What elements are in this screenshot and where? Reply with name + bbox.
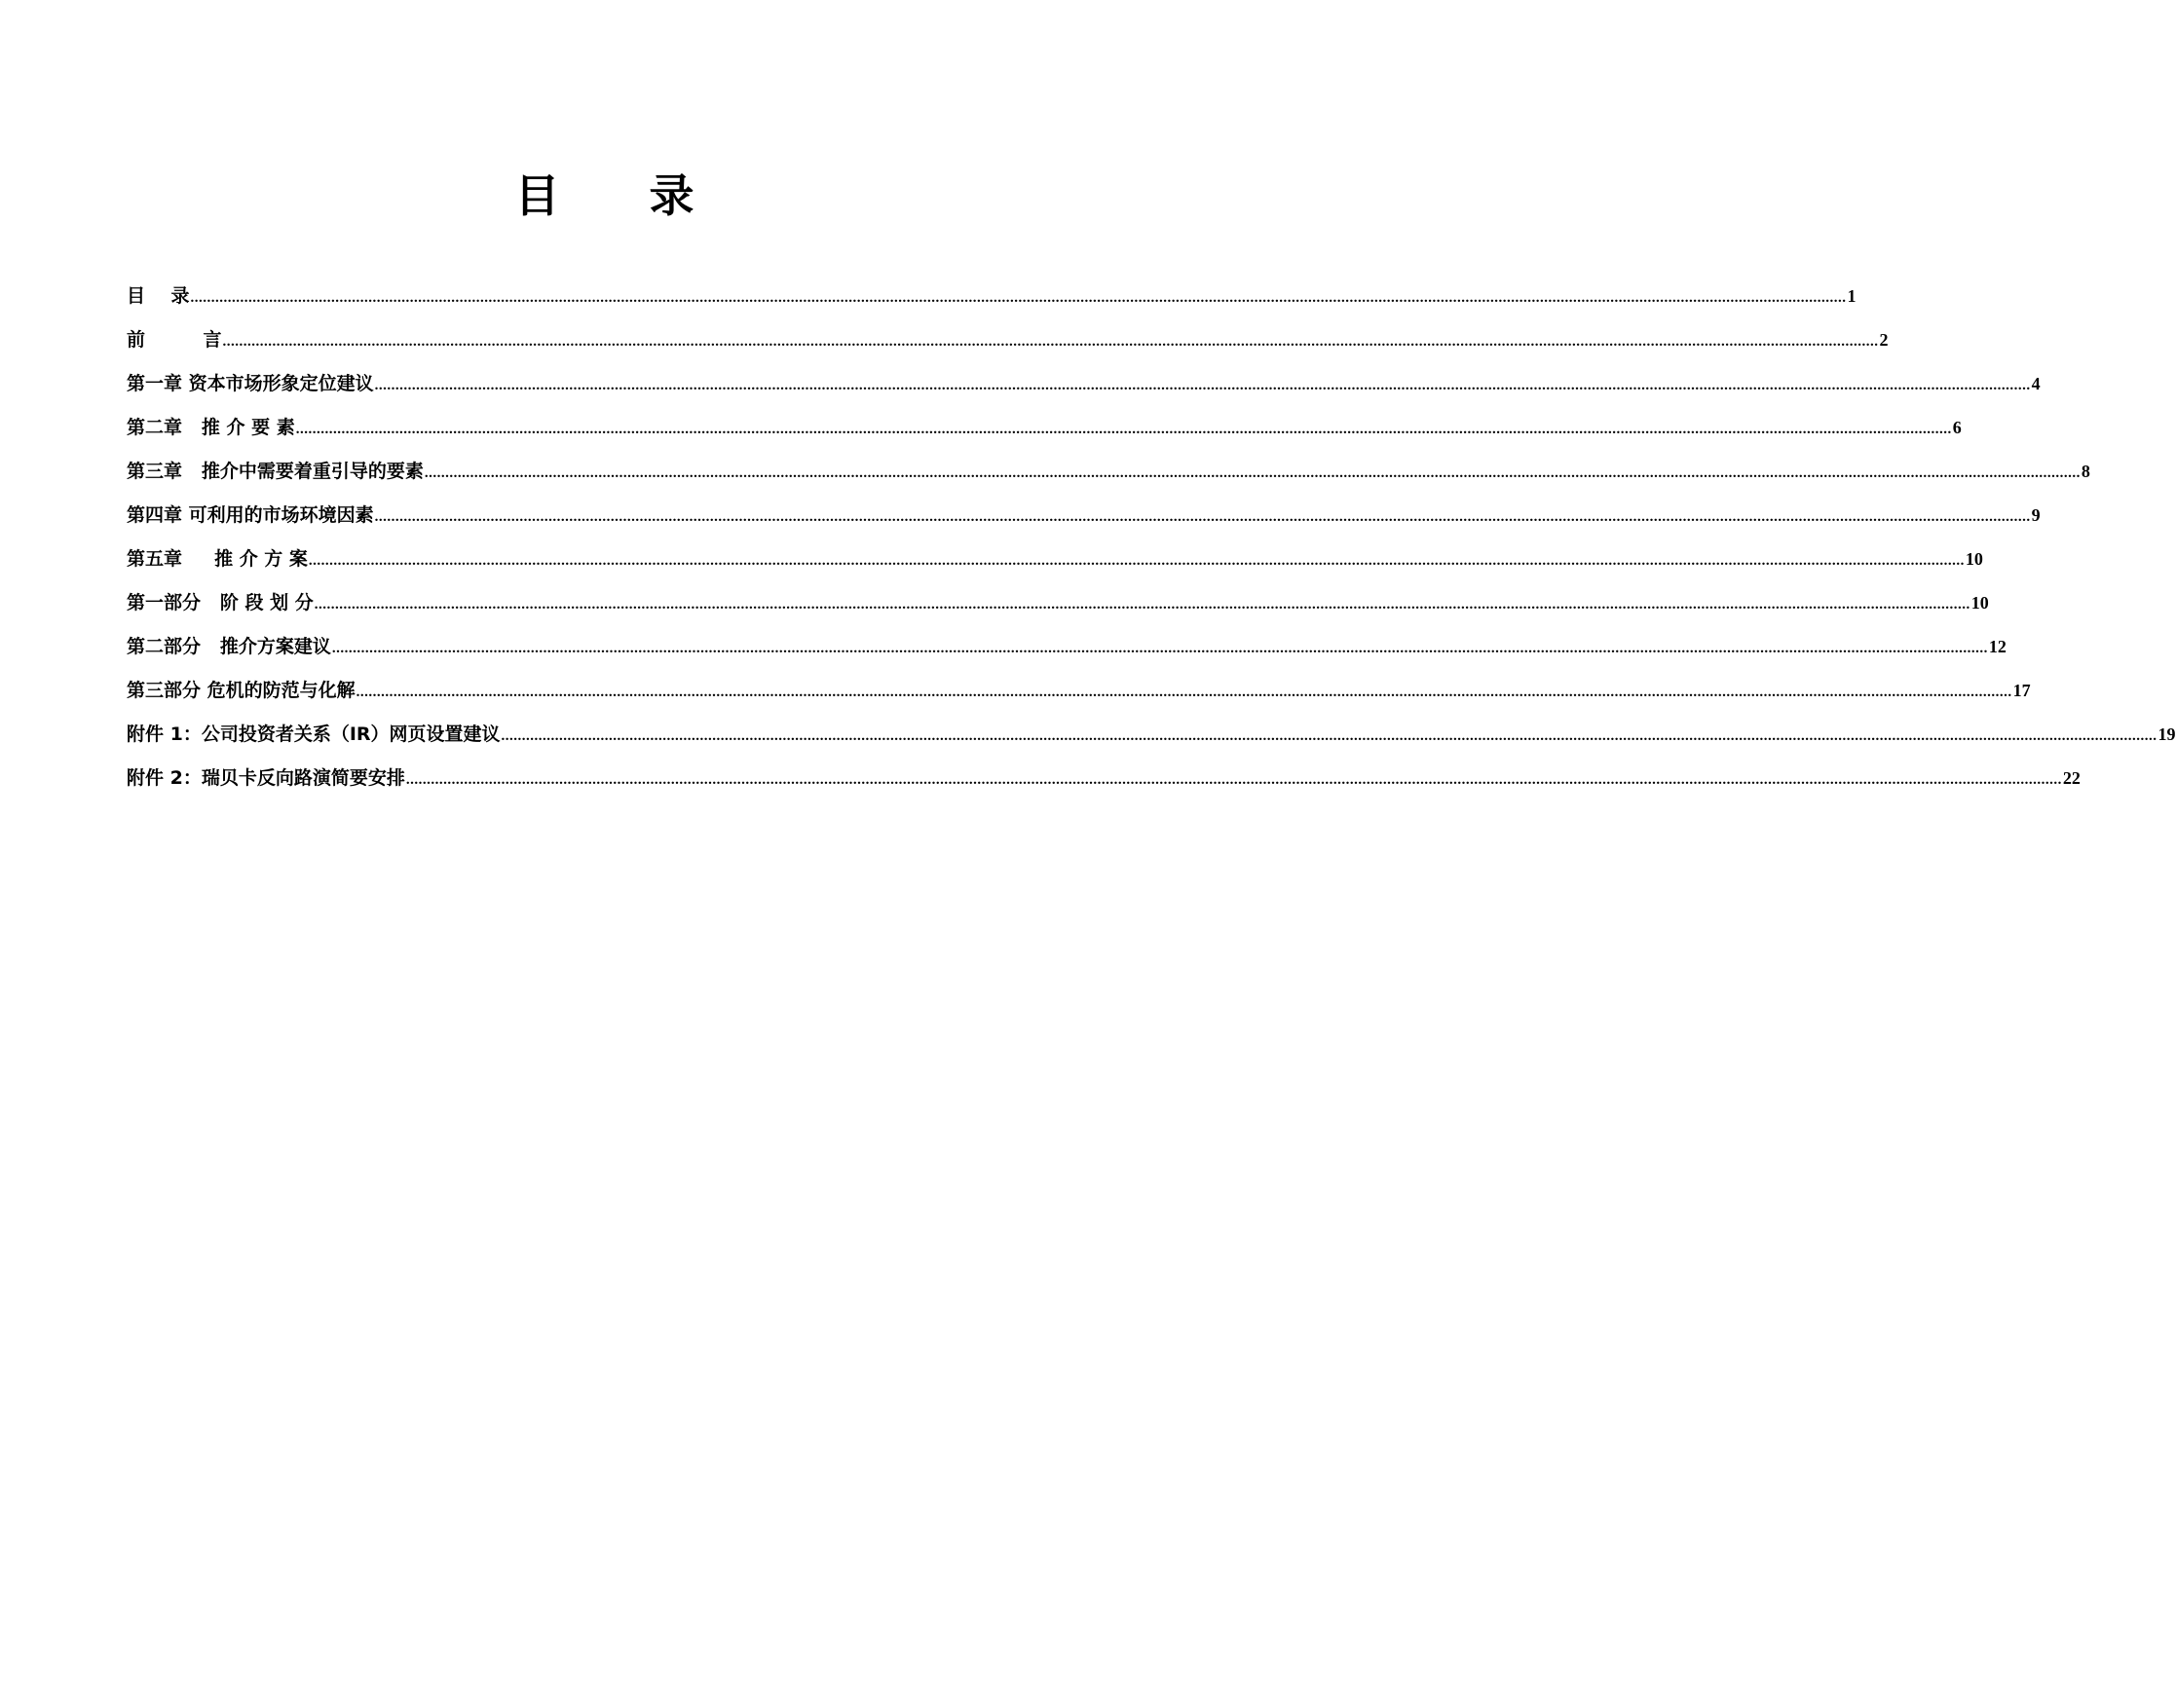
toc-entry-label: 第二章 推 介 要 素	[127, 417, 295, 438]
toc-entry-page: 8	[2081, 462, 2090, 481]
table-of-contents	[127, 281, 2176, 807]
toc-entry-label: 第四章 可利用的市场环境因素	[127, 504, 374, 526]
toc-entry-appendix-2[interactable]	[127, 763, 2081, 807]
toc-entry-label: 附件 2：瑞贝卡反向路演简要安排	[127, 767, 405, 789]
toc-leader-dots: ................................................................................................................................................................................................................................................................................................................................................................................................................	[374, 509, 2031, 525]
toc-entry-label: 第一章 资本市场形象定位建议	[127, 373, 374, 394]
toc-entry-chapter-2[interactable]	[127, 413, 1962, 457]
toc-leader-dots: ................................................................................................................................................................................................................................................................................................................................................................................................................	[356, 685, 2012, 700]
toc-entry-label: 前 言	[127, 329, 222, 351]
toc-entry-label: 第三部分 危机的防范与化解	[127, 680, 356, 701]
toc-entry-label: 第三章 推介中需要着重引导的要素	[127, 461, 424, 482]
toc-entry-label: 附件 1：公司投资者关系（IR）网页设置建议	[127, 724, 501, 745]
toc-entry-page: 6	[1952, 418, 1962, 437]
toc-entry-page: 19	[2157, 724, 2176, 744]
toc-entry-appendix-1[interactable]	[127, 720, 2176, 763]
toc-leader-dots: ................................................................................................................................................................................................................................................................................................................................................................................................................	[405, 772, 2062, 788]
toc-entry-label: 第五章 推 介 方 案	[127, 548, 308, 570]
toc-entry-label: 第二部分 推介方案建议	[127, 636, 331, 657]
toc-leader-dots: ................................................................................................................................................................................................................................................................................................................................................................................................................	[308, 553, 1965, 569]
toc-entry-label: 目 录	[127, 285, 190, 307]
toc-entry-page: 12	[1988, 637, 2007, 656]
page-title	[0, 169, 1209, 222]
toc-leader-dots: ................................................................................................................................................................................................................................................................................................................................................................................................................	[222, 334, 1879, 350]
toc-entry-chapter-4[interactable]	[127, 501, 2041, 544]
toc-entry-chapter-1[interactable]	[127, 369, 2041, 413]
toc-entry-part-3[interactable]	[127, 676, 2031, 720]
toc-entry-part-2[interactable]	[127, 632, 2007, 676]
toc-entry-page: 10	[1965, 549, 1983, 569]
toc-entry-part-1[interactable]	[127, 588, 1989, 632]
toc-entry-contents[interactable]	[127, 281, 1857, 325]
toc-leader-dots: ................................................................................................................................................................................................................................................................................................................................................................................................................	[314, 597, 1970, 613]
toc-entry-preface[interactable]	[127, 325, 1889, 369]
title-part-2: 录	[649, 169, 694, 222]
toc-leader-dots: ................................................................................................................................................................................................................................................................................................................................................................................................................	[295, 422, 1952, 437]
toc-entry-page: 4	[2031, 374, 2041, 393]
toc-entry-chapter-5[interactable]	[127, 544, 1983, 588]
toc-leader-dots: ................................................................................................................................................................................................................................................................................................................................................................................................................	[331, 641, 1988, 656]
toc-entry-page: 1	[1847, 286, 1857, 306]
toc-leader-dots: ................................................................................................................................................................................................................................................................................................................................................................................................................	[424, 465, 2081, 481]
toc-entry-page: 10	[1970, 593, 1989, 613]
toc-entry-chapter-3[interactable]	[127, 457, 2090, 501]
toc-entry-page: 22	[2062, 768, 2081, 788]
toc-leader-dots: ................................................................................................................................................................................................................................................................................................................................................................................................................	[501, 728, 2157, 744]
title-part-1: 目	[514, 169, 560, 222]
toc-entry-page: 17	[2012, 681, 2031, 700]
toc-entry-page: 2	[1879, 330, 1889, 350]
toc-entry-label: 第一部分 阶 段 划 分	[127, 592, 314, 613]
toc-leader-dots: ................................................................................................................................................................................................................................................................................................................................................................................................................	[190, 290, 1847, 306]
toc-leader-dots: ................................................................................................................................................................................................................................................................................................................................................................................................................	[374, 378, 2031, 393]
toc-entry-page: 9	[2031, 505, 2041, 525]
